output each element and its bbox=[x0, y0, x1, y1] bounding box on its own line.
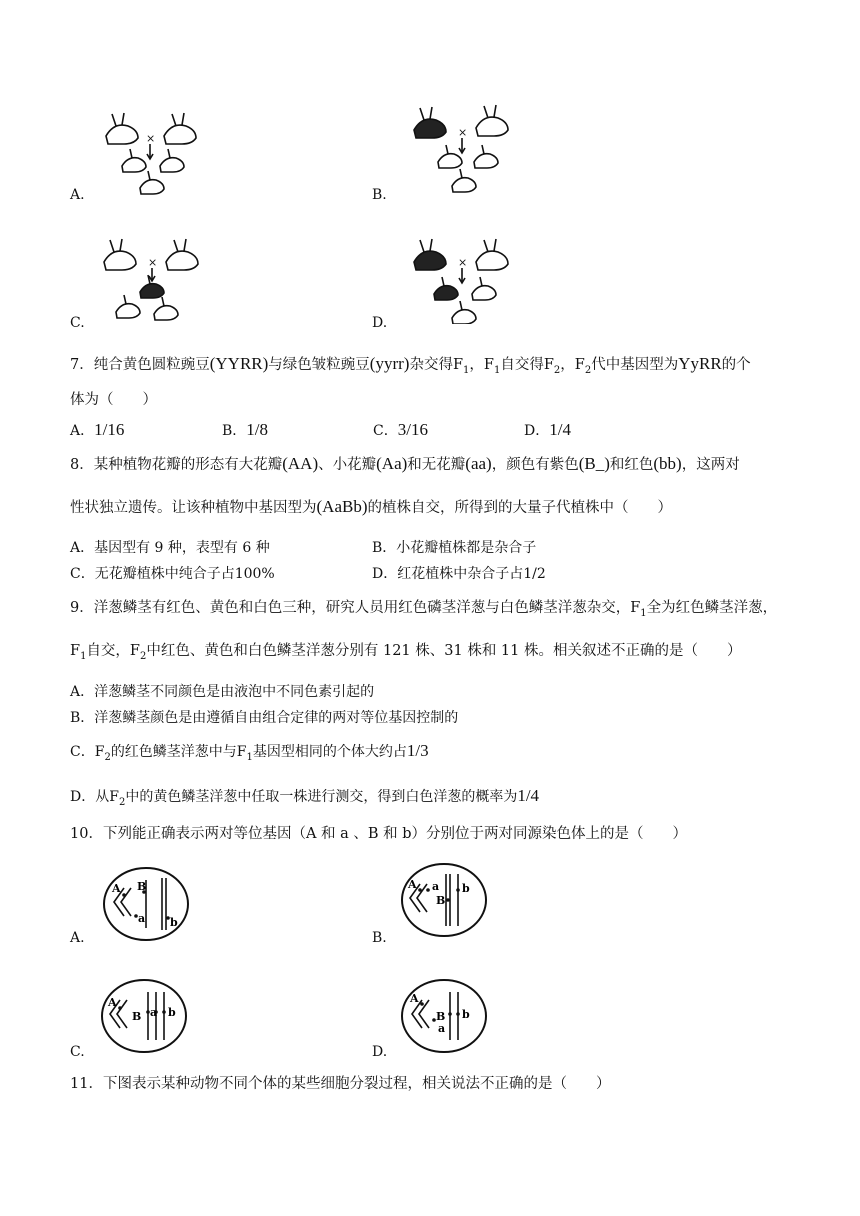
q9-stem-line2: $F_1$自交，$F_2$中红色、黄色和白色鳞茎洋葱分别有 121 株、31 株和 11 株。相关叙述不正确的是（ ） bbox=[70, 643, 742, 662]
q8-option-b[interactable]: B．小花瓣植株都是杂合子 bbox=[372, 540, 537, 556]
q6-option-d[interactable]: D. bbox=[372, 315, 388, 331]
svg-text:×: × bbox=[148, 256, 158, 269]
q6-option-a[interactable]: A. bbox=[70, 187, 85, 203]
rabbit-cross-figure-b bbox=[408, 102, 518, 196]
q10-option-d[interactable]: D. bbox=[372, 1044, 388, 1060]
q11-stem: 11．下图表示某种动物不同个体的某些细胞分裂过程，相关说法不正确的是（ ） bbox=[70, 1076, 611, 1092]
q10-stem: 10．下列能正确表示两对等位基因（A 和 a 、B 和 b）分别位于两对同源染色体上的是（ ） bbox=[70, 826, 688, 842]
gene-label-b-upper: B bbox=[132, 1010, 142, 1023]
gene-label-b-upper: B bbox=[137, 880, 147, 893]
q8-stem: 8．某种植物花瓣的形态有大花瓣(AA)、小花瓣(Aa)和无花瓣(aa)，颜色有紫色(B_)和红色(bb)，这两对 bbox=[70, 454, 740, 473]
q7-option-b[interactable]: B．1/8 bbox=[222, 420, 269, 439]
q6-option-b[interactable]: B. bbox=[372, 187, 387, 203]
q7-option-d[interactable]: D．1/4 bbox=[524, 420, 571, 439]
gene-label-a-upper: A bbox=[108, 996, 117, 1009]
gene-label-b-lower: b bbox=[462, 882, 470, 895]
gene-label-a-upper: A bbox=[410, 992, 419, 1005]
q7-option-c[interactable]: C．3/16 bbox=[373, 420, 428, 439]
q8-option-d[interactable]: D．红花植株中杂合子占1/2 bbox=[372, 566, 546, 582]
gene-label-a-lower: a bbox=[150, 1006, 158, 1019]
gene-label-a-lower: a bbox=[138, 912, 146, 925]
q10-option-b[interactable]: B. bbox=[372, 930, 387, 946]
gene-label-b-lower: b bbox=[168, 1006, 176, 1019]
rabbit-cross-figure-d bbox=[408, 232, 518, 324]
svg-text:×: × bbox=[458, 126, 468, 139]
q9-option-d[interactable]: D．从$F_2$中的黄色鳞茎洋葱中任取一株进行测交，得到白色洋葱的概率为1/4 bbox=[70, 786, 540, 808]
q6-option-c[interactable]: C. bbox=[70, 315, 85, 331]
q7-stem-line2: 体为（ ） bbox=[70, 392, 157, 408]
q10-option-c[interactable]: C. bbox=[70, 1044, 85, 1060]
q8-option-c[interactable]: C．无花瓣植株中纯合子占100% bbox=[70, 566, 275, 582]
rabbit-cross-figure-a bbox=[98, 108, 208, 196]
cell-diagram-b bbox=[398, 860, 490, 942]
cell-diagram-a bbox=[100, 864, 192, 946]
q7-option-a[interactable]: A．1/16 bbox=[70, 420, 125, 439]
q8-option-a[interactable]: A．基因型有 9 种，表型有 6 种 bbox=[70, 540, 270, 556]
q9-option-b[interactable]: B．洋葱鳞茎颜色是由遵循自由组合定律的两对等位基因控制的 bbox=[70, 710, 459, 726]
q10-option-a[interactable]: A. bbox=[70, 930, 85, 946]
cell-diagram-c bbox=[98, 976, 190, 1058]
q9-stem: 9．洋葱鳞茎有红色、黄色和白色三种，研究人员用红色磷茎洋葱与白色鳞茎洋葱杂交，$F_1$全为红色鳞茎洋葱， bbox=[70, 600, 778, 619]
gene-label-a-upper: A bbox=[408, 878, 417, 891]
cell-diagram-d bbox=[398, 976, 490, 1058]
gene-label-b-upper: B bbox=[436, 1010, 446, 1023]
gene-label-a-upper: A bbox=[112, 882, 121, 895]
gene-label-b-lower: b bbox=[462, 1008, 470, 1021]
gene-label-b-upper: B bbox=[436, 894, 446, 907]
q8-stem-line2: 性状独立遗传。让该种植物中基因型为(AaBb)的植株自交，所得到的大量子代植株中（ ） bbox=[70, 497, 672, 516]
gene-label-a-lower: a bbox=[438, 1022, 446, 1035]
svg-text:×: × bbox=[458, 256, 468, 269]
gene-label-b-lower: b bbox=[170, 916, 178, 929]
q7-stem: 7．纯合黄色圆粒豌豆(YYRR)与绿色皱粒豌豆(yyrr)杂交得$F_1$，$F_1$自交得$F_2$，$F_2$代中基因型为YyRR的个 bbox=[70, 354, 751, 376]
q9-option-c[interactable]: C．$F_2$的红色鳞茎洋葱中与$F_1$基因型相同的个体大约占1/3 bbox=[70, 741, 429, 763]
rabbit-cross-figure-c bbox=[98, 232, 208, 324]
q9-option-a[interactable]: A．洋葱鳞茎不同颜色是由液泡中不同色素引起的 bbox=[70, 684, 375, 700]
gene-label-a-lower: a bbox=[432, 880, 440, 893]
svg-text:×: × bbox=[146, 132, 156, 145]
